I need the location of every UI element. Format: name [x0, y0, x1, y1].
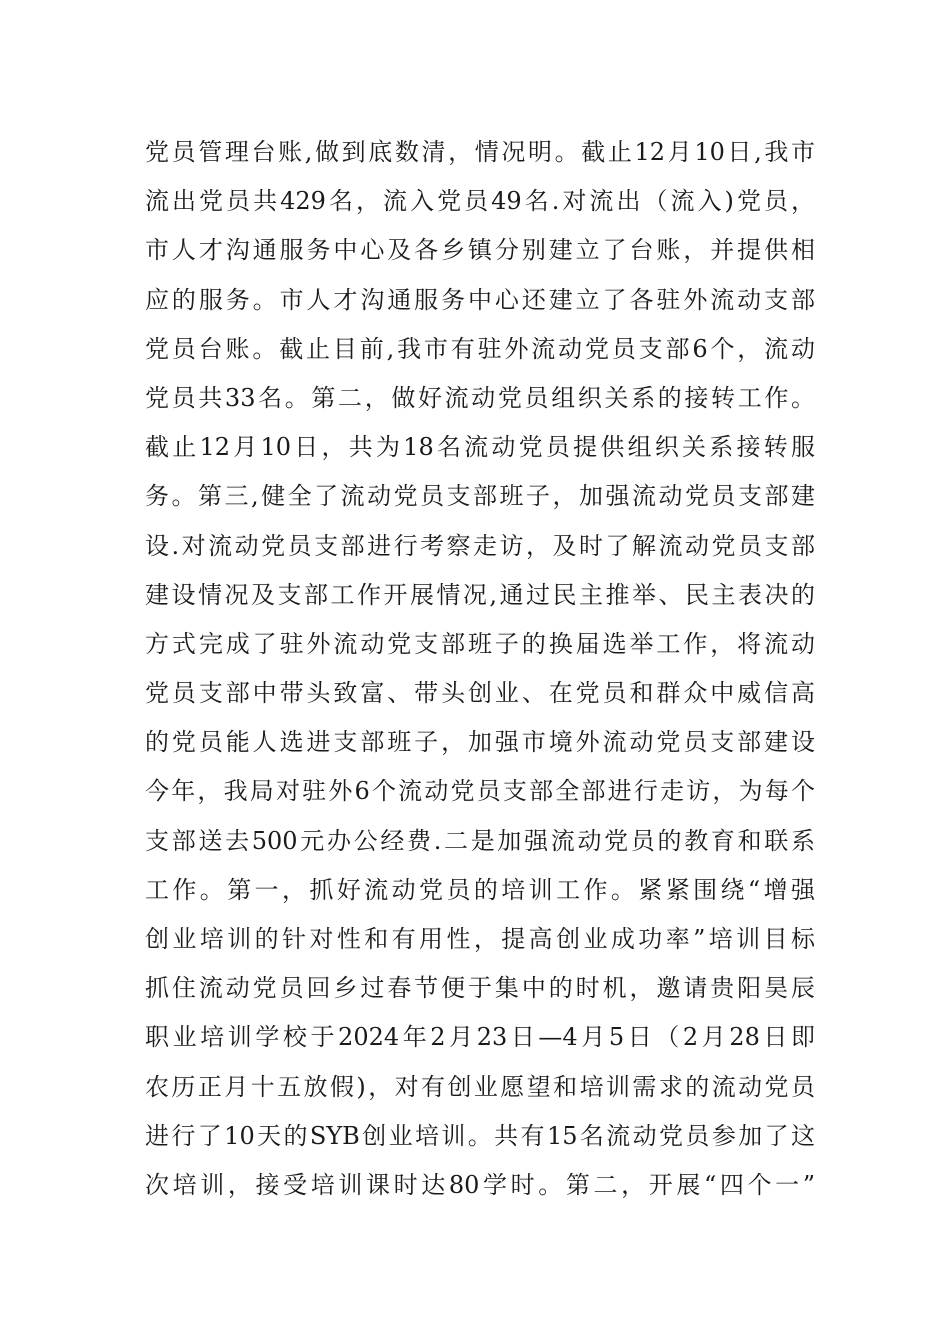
text-line: 的党员能人选进支部班子，加强市境外流动党员支部建设 [145, 728, 815, 757]
text-line: 职业培训学校于2024年2月23日—4月5日（2月28日即 [145, 1023, 815, 1052]
text-line: 今年，我局对驻外6个流动党员支部全部进行走访，为每个 [145, 777, 815, 806]
text-line: 党员支部中带头致富、带头创业、在党员和群众中威信高 [145, 679, 815, 708]
text-line: 支部送去500元办公经费.二是加强流动党员的教育和联系 [145, 826, 815, 855]
text-line: 创业培训的针对性和有用性，提高创业成功率”培训目标 [145, 925, 815, 953]
text-line: 建设情况及支部工作开展情况,通过民主推举、民主表决的 [145, 580, 815, 609]
text-line: 农历正月十五放假)，对有创业愿望和培训需求的流动党员 [145, 1072, 815, 1101]
text-line: 次培训，接受培训课时达80学时。第二，开展“四个一” [145, 1170, 815, 1199]
text-line: 截止12月10日，共为18名流动党员提供组织关系接转服 [145, 433, 815, 462]
text-line: 市人才沟通服务中心及各乡镇分别建立了台账，并提供相 [145, 236, 815, 265]
text-line: 进行了10天的SYB创业培训。共有15名流动党员参加了这 [145, 1121, 815, 1150]
text-line: 应的服务。市人才沟通服务中心还建立了各驻外流动支部 [145, 285, 815, 314]
text-line: 党员台账。截止目前,我市有驻外流动党员支部6个，流动 [145, 334, 815, 363]
text-line: 抓住流动党员回乡过春节便于集中的时机，邀请贵阳昊辰 [145, 974, 815, 1003]
text-line: 方式完成了驻外流动党支部班子的换届选举工作，将流动 [145, 629, 815, 658]
text-line: 设.对流动党员支部进行考察走访，及时了解流动党员支部 [145, 531, 815, 560]
text-line: 流出党员共429名，流入党员49名.对流出（流入)党员， [145, 187, 815, 216]
text-line: 务。第三,健全了流动党员支部班子，加强流动党员支部建 [145, 482, 815, 511]
text-line: 党员管理台账,做到底数清，情况明。截止12月10日,我市 [145, 138, 815, 166]
text-line: 工作。第一，抓好流动党员的培训工作。紧紧围绕“增强 [145, 875, 815, 904]
body-text [145, 128, 815, 1210]
text-line: 党员共33名。第二，做好流动党员组织关系的接转工作。 [145, 383, 815, 412]
